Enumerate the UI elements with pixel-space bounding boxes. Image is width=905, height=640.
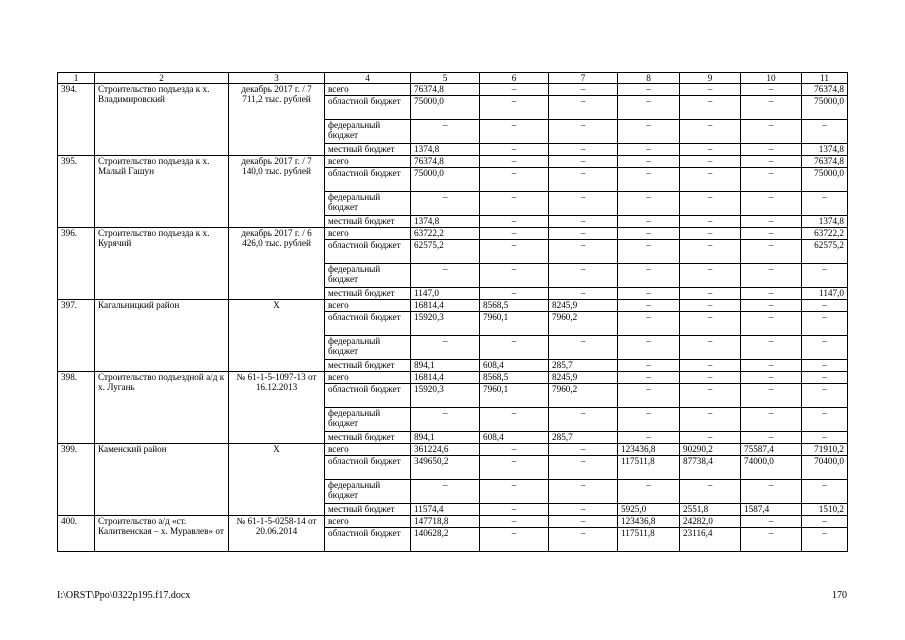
value-cell: –: [549, 456, 618, 480]
value-cell: –: [741, 312, 802, 336]
value-cell: 123436,8: [618, 444, 680, 456]
value-cell: –: [741, 192, 802, 216]
value-cell: –: [411, 192, 480, 216]
budget-table: [57, 72, 848, 552]
file-path: I:\ORST\Ppo\0322p195.f17.docx: [57, 590, 191, 601]
header-cell: 9: [680, 73, 741, 84]
funding-source: местный бюджет: [325, 288, 411, 300]
value-cell: –: [680, 168, 741, 192]
value-cell: –: [549, 192, 618, 216]
value-cell: 75000,0: [411, 96, 480, 120]
entry-document: декабрь 2017 г. / 7 140,0 тыс. рублей: [229, 156, 325, 228]
value-cell: –: [480, 156, 549, 168]
value-cell: –: [618, 300, 680, 312]
value-cell: –: [680, 144, 741, 156]
funding-source: всего: [325, 372, 411, 384]
value-cell: –: [802, 264, 848, 288]
value-cell: –: [480, 528, 549, 552]
value-cell: –: [802, 408, 848, 432]
value-cell: 8245,9: [549, 372, 618, 384]
value-cell: –: [549, 120, 618, 144]
value-cell: –: [741, 120, 802, 144]
funding-source: федеральный бюджет: [325, 264, 411, 288]
value-cell: 2551,8: [680, 504, 741, 516]
value-cell: 894,1: [411, 360, 480, 372]
value-cell: –: [741, 336, 802, 360]
value-cell: –: [741, 372, 802, 384]
value-cell: –: [480, 192, 549, 216]
header-cell: 1: [58, 73, 95, 84]
value-cell: –: [480, 168, 549, 192]
value-cell: –: [480, 336, 549, 360]
funding-source: местный бюджет: [325, 216, 411, 228]
value-cell: –: [618, 480, 680, 504]
value-cell: 87738,4: [680, 456, 741, 480]
value-cell: 90290,2: [680, 444, 741, 456]
value-cell: –: [680, 288, 741, 300]
value-cell: –: [618, 228, 680, 240]
value-cell: –: [741, 240, 802, 264]
entry-number: 395.: [58, 156, 95, 228]
value-cell: 1510,2: [802, 504, 848, 516]
value-cell: –: [802, 300, 848, 312]
value-cell: –: [680, 384, 741, 408]
value-cell: –: [480, 228, 549, 240]
entry-document: № 61-1-5-1097-13 от 16.12.2013: [229, 372, 325, 444]
value-cell: –: [680, 156, 741, 168]
value-cell: –: [480, 264, 549, 288]
value-cell: –: [549, 264, 618, 288]
value-cell: 7960,2: [549, 384, 618, 408]
value-cell: –: [411, 336, 480, 360]
value-cell: 8245,9: [549, 300, 618, 312]
value-cell: 75000,0: [802, 96, 848, 120]
value-cell: –: [680, 372, 741, 384]
value-cell: 74000,0: [741, 456, 802, 480]
table-row: [58, 516, 848, 528]
value-cell: 76374,8: [411, 156, 480, 168]
funding-source: федеральный бюджет: [325, 480, 411, 504]
value-cell: –: [741, 300, 802, 312]
value-cell: –: [618, 96, 680, 120]
funding-source: федеральный бюджет: [325, 408, 411, 432]
value-cell: 15920,3: [411, 384, 480, 408]
funding-source: всего: [325, 228, 411, 240]
table-row: [58, 372, 848, 384]
value-cell: –: [480, 84, 549, 96]
value-cell: –: [480, 240, 549, 264]
value-cell: –: [549, 228, 618, 240]
header-cell: 10: [741, 73, 802, 84]
value-cell: 1374,8: [411, 144, 480, 156]
value-cell: 1587,4: [741, 504, 802, 516]
value-cell: –: [802, 120, 848, 144]
entry-document: Х: [229, 300, 325, 372]
value-cell: –: [618, 288, 680, 300]
value-cell: –: [680, 360, 741, 372]
funding-source: федеральный бюджет: [325, 336, 411, 360]
value-cell: –: [480, 216, 549, 228]
value-cell: –: [411, 480, 480, 504]
entry-name: Кагальницкий район: [95, 300, 229, 372]
value-cell: –: [549, 444, 618, 456]
value-cell: –: [618, 144, 680, 156]
value-cell: –: [741, 408, 802, 432]
value-cell: 608,4: [480, 360, 549, 372]
value-cell: 285,7: [549, 360, 618, 372]
value-cell: 76374,8: [411, 84, 480, 96]
value-cell: 76374,8: [802, 84, 848, 96]
funding-source: областной бюджет: [325, 96, 411, 120]
value-cell: –: [480, 96, 549, 120]
value-cell: 117511,8: [618, 456, 680, 480]
value-cell: –: [802, 312, 848, 336]
value-cell: 75587,4: [741, 444, 802, 456]
value-cell: –: [741, 156, 802, 168]
value-cell: –: [549, 480, 618, 504]
table-row: [58, 228, 848, 240]
value-cell: –: [680, 216, 741, 228]
value-cell: –: [741, 168, 802, 192]
value-cell: –: [741, 360, 802, 372]
value-cell: –: [549, 288, 618, 300]
value-cell: –: [802, 432, 848, 444]
entry-document: Х: [229, 444, 325, 516]
value-cell: –: [680, 120, 741, 144]
entry-document: декабрь 2017 г. / 7 711,2 тыс. рублей: [229, 84, 325, 156]
value-cell: –: [741, 528, 802, 552]
funding-source: областной бюджет: [325, 240, 411, 264]
value-cell: 140628,2: [411, 528, 480, 552]
funding-source: областной бюджет: [325, 528, 411, 552]
value-cell: 8568,5: [480, 372, 549, 384]
value-cell: 16814,4: [411, 372, 480, 384]
value-cell: –: [680, 432, 741, 444]
value-cell: –: [411, 264, 480, 288]
value-cell: –: [741, 432, 802, 444]
page-number: 170: [832, 590, 847, 601]
value-cell: 1147,0: [411, 288, 480, 300]
header-cell: 4: [325, 73, 411, 84]
value-cell: –: [480, 120, 549, 144]
entry-name: Строительство подъездной а/д к х. Лугань: [95, 372, 229, 444]
value-cell: 1374,8: [411, 216, 480, 228]
value-cell: 62575,2: [802, 240, 848, 264]
value-cell: –: [549, 408, 618, 432]
value-cell: 608,4: [480, 432, 549, 444]
value-cell: 70400,0: [802, 456, 848, 480]
value-cell: 1374,8: [802, 216, 848, 228]
value-cell: –: [680, 84, 741, 96]
entry-name: Строительство подъезда к х. Курячий: [95, 228, 229, 300]
value-cell: 71910,2: [802, 444, 848, 456]
value-cell: –: [680, 480, 741, 504]
value-cell: –: [741, 144, 802, 156]
value-cell: –: [549, 240, 618, 264]
value-cell: –: [618, 384, 680, 408]
entry-name: Строительство подъезда к х. Малый Гашун: [95, 156, 229, 228]
header-cell: 11: [802, 73, 848, 84]
value-cell: –: [618, 408, 680, 432]
value-cell: 15920,3: [411, 312, 480, 336]
header-row: [58, 73, 848, 84]
value-cell: –: [618, 360, 680, 372]
value-cell: –: [802, 192, 848, 216]
value-cell: –: [618, 120, 680, 144]
value-cell: 349650,2: [411, 456, 480, 480]
entry-number: 398.: [58, 372, 95, 444]
table-row: [58, 444, 848, 456]
value-cell: –: [549, 336, 618, 360]
value-cell: –: [618, 192, 680, 216]
value-cell: –: [411, 408, 480, 432]
value-cell: –: [680, 240, 741, 264]
value-cell: 1147,0: [802, 288, 848, 300]
entry-document: декабрь 2017 г. / 6 426,0 тыс. рублей: [229, 228, 325, 300]
value-cell: –: [480, 288, 549, 300]
value-cell: –: [549, 144, 618, 156]
value-cell: –: [680, 96, 741, 120]
value-cell: 63722,2: [802, 228, 848, 240]
value-cell: –: [680, 336, 741, 360]
funding-source: всего: [325, 444, 411, 456]
value-cell: 894,1: [411, 432, 480, 444]
header-cell: 2: [95, 73, 229, 84]
value-cell: 7960,1: [480, 312, 549, 336]
value-cell: –: [480, 516, 549, 528]
value-cell: –: [802, 480, 848, 504]
value-cell: 62575,2: [411, 240, 480, 264]
value-cell: –: [802, 384, 848, 408]
funding-source: местный бюджет: [325, 432, 411, 444]
entry-name: Каменский район: [95, 444, 229, 516]
value-cell: –: [802, 336, 848, 360]
value-cell: –: [618, 312, 680, 336]
value-cell: –: [741, 288, 802, 300]
value-cell: –: [549, 516, 618, 528]
value-cell: 123436,8: [618, 516, 680, 528]
value-cell: 11574,4: [411, 504, 480, 516]
table-row: [58, 300, 848, 312]
value-cell: 75000,0: [802, 168, 848, 192]
entry-name: Строительство а/д «ст. Калитвенская – х. Муравлев» от: [95, 516, 229, 552]
header-cell: 8: [618, 73, 680, 84]
value-cell: 24282,0: [680, 516, 741, 528]
value-cell: –: [549, 216, 618, 228]
funding-source: всего: [325, 516, 411, 528]
entry-number: 396.: [58, 228, 95, 300]
value-cell: –: [618, 432, 680, 444]
value-cell: –: [741, 96, 802, 120]
value-cell: –: [549, 84, 618, 96]
value-cell: –: [411, 120, 480, 144]
value-cell: 1374,8: [802, 144, 848, 156]
value-cell: –: [480, 504, 549, 516]
value-cell: 117511,8: [618, 528, 680, 552]
value-cell: –: [480, 480, 549, 504]
funding-source: местный бюджет: [325, 504, 411, 516]
value-cell: –: [741, 228, 802, 240]
funding-source: всего: [325, 84, 411, 96]
value-cell: –: [549, 168, 618, 192]
value-cell: 76374,8: [802, 156, 848, 168]
value-cell: –: [680, 228, 741, 240]
funding-source: местный бюджет: [325, 144, 411, 156]
table-body: [58, 73, 848, 552]
value-cell: –: [480, 144, 549, 156]
value-cell: –: [741, 216, 802, 228]
entry-number: 400.: [58, 516, 95, 552]
value-cell: –: [741, 516, 802, 528]
entry-number: 399.: [58, 444, 95, 516]
value-cell: –: [549, 96, 618, 120]
entry-document: № 61-1-5-0258-14 от 20.06.2014: [229, 516, 325, 552]
value-cell: –: [480, 408, 549, 432]
value-cell: –: [549, 156, 618, 168]
value-cell: –: [618, 156, 680, 168]
value-cell: –: [741, 264, 802, 288]
funding-source: федеральный бюджет: [325, 192, 411, 216]
header-cell: 3: [229, 73, 325, 84]
value-cell: –: [680, 264, 741, 288]
value-cell: –: [618, 240, 680, 264]
value-cell: –: [741, 84, 802, 96]
value-cell: –: [802, 528, 848, 552]
value-cell: 16814,4: [411, 300, 480, 312]
funding-source: всего: [325, 156, 411, 168]
value-cell: –: [802, 372, 848, 384]
value-cell: 5925,0: [618, 504, 680, 516]
value-cell: –: [618, 336, 680, 360]
funding-source: областной бюджет: [325, 168, 411, 192]
funding-source: областной бюджет: [325, 384, 411, 408]
value-cell: –: [618, 216, 680, 228]
value-cell: 361224,6: [411, 444, 480, 456]
value-cell: –: [618, 264, 680, 288]
header-cell: 5: [411, 73, 480, 84]
value-cell: –: [680, 408, 741, 432]
value-cell: –: [802, 360, 848, 372]
value-cell: 8568,5: [480, 300, 549, 312]
value-cell: –: [480, 456, 549, 480]
value-cell: –: [802, 516, 848, 528]
funding-source: всего: [325, 300, 411, 312]
table-row: [58, 156, 848, 168]
value-cell: –: [680, 312, 741, 336]
value-cell: 147718,8: [411, 516, 480, 528]
header-cell: 6: [480, 73, 549, 84]
value-cell: –: [618, 372, 680, 384]
value-cell: 7960,2: [549, 312, 618, 336]
funding-source: областной бюджет: [325, 312, 411, 336]
value-cell: –: [618, 84, 680, 96]
value-cell: –: [680, 192, 741, 216]
header-cell: 7: [549, 73, 618, 84]
value-cell: –: [618, 168, 680, 192]
funding-source: местный бюджет: [325, 360, 411, 372]
value-cell: –: [549, 504, 618, 516]
funding-source: федеральный бюджет: [325, 120, 411, 144]
value-cell: 75000,0: [411, 168, 480, 192]
entry-number: 397.: [58, 300, 95, 372]
value-cell: 63722,2: [411, 228, 480, 240]
value-cell: 7960,1: [480, 384, 549, 408]
table-row: [58, 84, 848, 96]
value-cell: –: [549, 528, 618, 552]
funding-source: областной бюджет: [325, 456, 411, 480]
entry-name: Строительство подъезда к х. Владимировский: [95, 84, 229, 156]
value-cell: –: [480, 444, 549, 456]
value-cell: 23116,4: [680, 528, 741, 552]
entry-number: 394.: [58, 84, 95, 156]
value-cell: –: [741, 384, 802, 408]
value-cell: –: [741, 480, 802, 504]
value-cell: –: [680, 300, 741, 312]
value-cell: 285,7: [549, 432, 618, 444]
